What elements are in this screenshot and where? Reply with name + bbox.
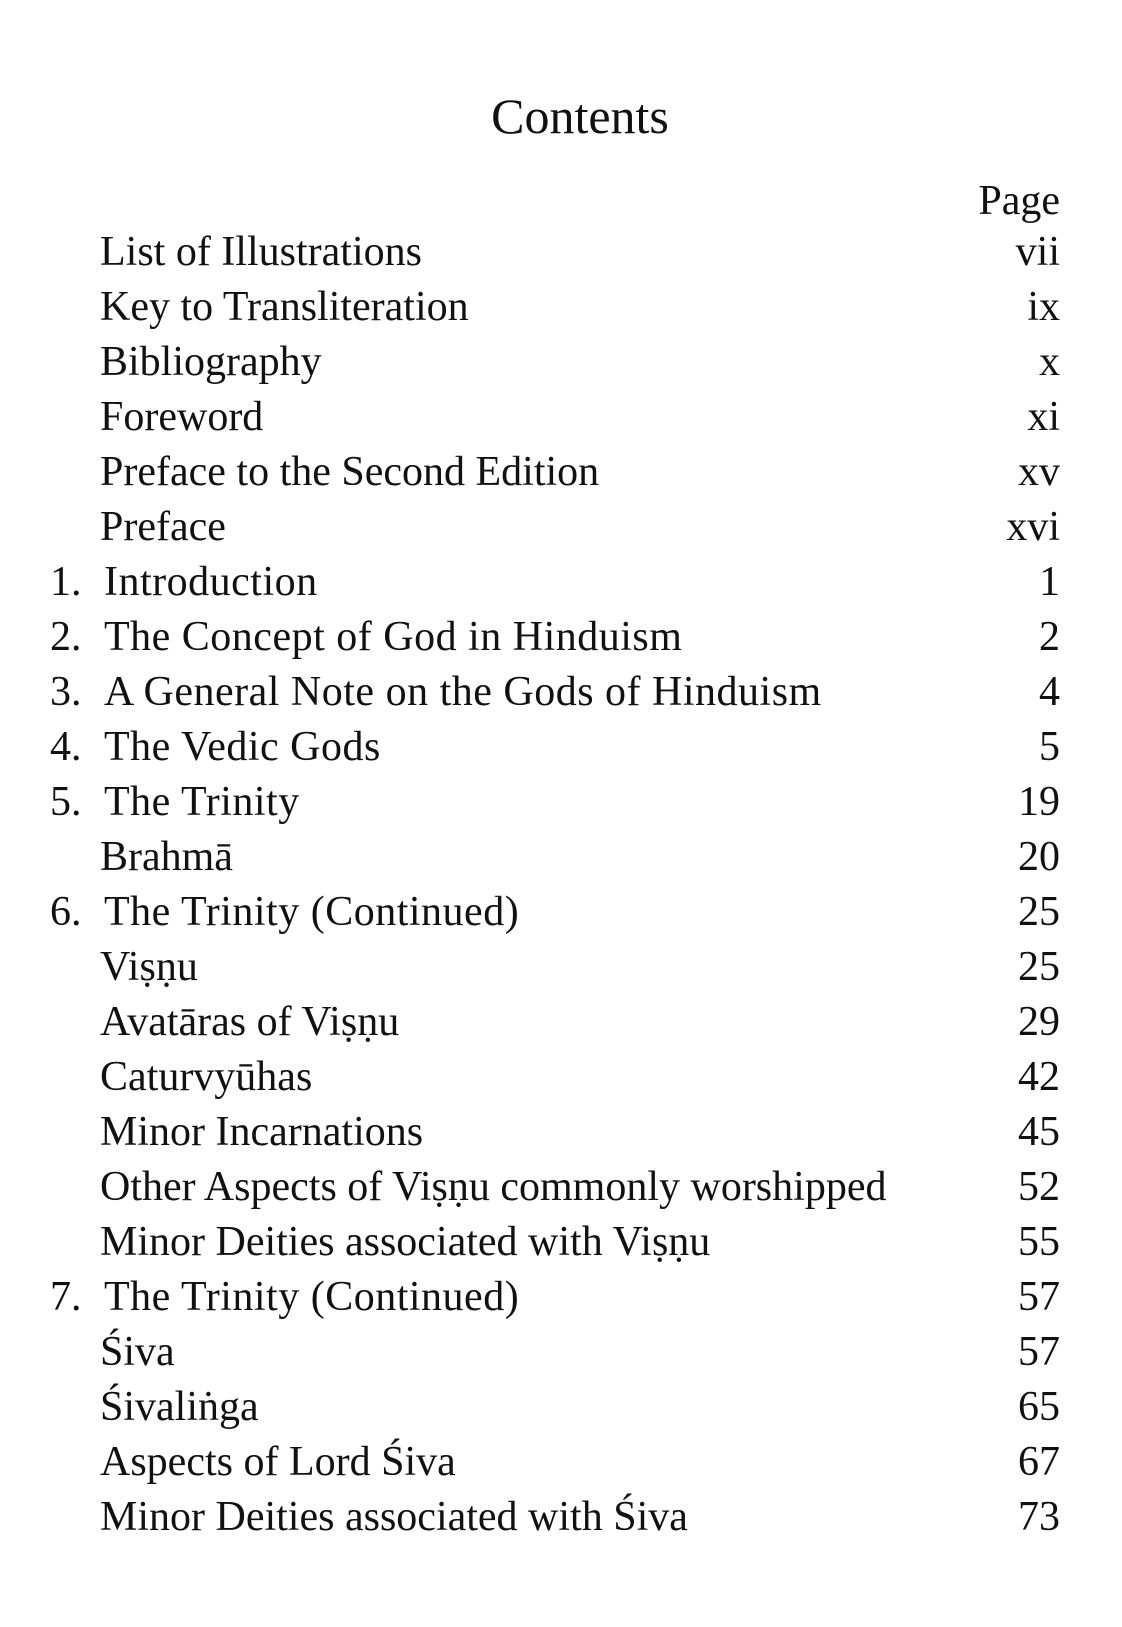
toc-entry-title: The Concept of God in Hinduism — [104, 614, 683, 660]
toc-entry-page-number: 42 — [1018, 1054, 1060, 1100]
toc-section-row — [0, 1107, 1122, 1162]
toc-section-row — [0, 1162, 1122, 1217]
toc-entry-page-number: xv — [1018, 449, 1060, 495]
toc-entry-title: Minor Deities associated with Viṣṇu — [100, 1219, 711, 1265]
toc-entry-page-number: xi — [1027, 394, 1060, 440]
table-of-contents — [0, 227, 1122, 1547]
toc-entry-page-number: ix — [1027, 284, 1060, 330]
toc-entry-page-number: 57 — [1018, 1329, 1060, 1375]
toc-section-row — [0, 1327, 1122, 1382]
toc-section-row — [0, 1382, 1122, 1437]
toc-entry-page-number: 25 — [1018, 944, 1060, 990]
toc-entry-page-number: 25 — [1018, 889, 1060, 935]
toc-entry-title: Śivaliṅga — [100, 1384, 259, 1430]
toc-entry-title: Minor Incarnations — [100, 1109, 424, 1155]
toc-section-row — [0, 1217, 1122, 1272]
toc-entry-page-number: 45 — [1018, 1109, 1060, 1155]
toc-entry-page-number: 2 — [1039, 614, 1060, 660]
toc-entry-page-number: 65 — [1018, 1384, 1060, 1430]
toc-entry-page-number: vii — [1015, 229, 1060, 275]
toc-entry-number: 4. — [50, 724, 82, 770]
toc-entry-title: The Trinity — [104, 779, 300, 825]
toc-entry-title: The Trinity (Continued) — [104, 1274, 520, 1320]
toc-entry-title: Aspects of Lord Śiva — [100, 1439, 456, 1485]
toc-entry-title: Śiva — [100, 1329, 175, 1375]
toc-section-row — [0, 282, 1122, 337]
toc-entry-title: Avatāras of Viṣṇu — [100, 999, 400, 1045]
toc-entry-title: Preface — [100, 504, 226, 550]
toc-entry-page-number: 29 — [1018, 999, 1060, 1045]
toc-entry-number: 2. — [50, 614, 82, 660]
toc-entry-page-number: 57 — [1018, 1274, 1060, 1320]
toc-section-row — [0, 942, 1122, 997]
toc-entry-page-number: 55 — [1018, 1219, 1060, 1265]
toc-chapter-row — [0, 777, 1122, 832]
toc-entry-page-number: xvi — [1006, 504, 1060, 550]
toc-entry-page-number: 4 — [1039, 669, 1060, 715]
toc-entry-number: 5. — [50, 779, 82, 825]
toc-section-row — [0, 1052, 1122, 1107]
toc-entry-number: 6. — [50, 889, 82, 935]
toc-section-row — [0, 1492, 1122, 1547]
toc-entry-page-number: 73 — [1018, 1494, 1060, 1540]
toc-entry-title: Minor Deities associated with Śiva — [100, 1494, 688, 1540]
toc-section-row — [0, 502, 1122, 557]
toc-entry-title: Brahmā — [100, 834, 233, 880]
toc-entry-title: The Vedic Gods — [104, 724, 381, 770]
toc-section-row — [0, 227, 1122, 282]
toc-entry-title: Foreword — [100, 394, 264, 440]
toc-section-row — [0, 1437, 1122, 1492]
toc-entry-page-number: x — [1039, 339, 1060, 385]
toc-entry-page-number: 1 — [1039, 559, 1060, 605]
toc-entry-title: The Trinity (Continued) — [104, 889, 520, 935]
toc-entry-number: 7. — [50, 1274, 82, 1320]
toc-entry-title: Viṣṇu — [100, 944, 198, 990]
toc-entry-title: Bibliography — [100, 339, 322, 385]
toc-entry-title: Preface to the Second Edition — [100, 449, 600, 495]
toc-entry-title: A General Note on the Gods of Hinduism — [104, 669, 822, 715]
toc-entry-page-number: 5 — [1039, 724, 1060, 770]
toc-entry-page-number: 52 — [1018, 1164, 1060, 1210]
page-column-header: Page — [978, 178, 1060, 224]
page-title: Contents — [491, 88, 669, 144]
toc-entry-page-number: 20 — [1018, 834, 1060, 880]
toc-entry-title: List of Illustrations — [100, 229, 422, 275]
toc-section-row — [0, 832, 1122, 887]
toc-chapter-row — [0, 1272, 1122, 1327]
toc-chapter-row — [0, 667, 1122, 722]
toc-chapter-row — [0, 722, 1122, 777]
toc-chapter-row — [0, 612, 1122, 667]
toc-chapter-row — [0, 887, 1122, 942]
toc-entry-title: Key to Transliteration — [100, 284, 469, 330]
toc-section-row — [0, 447, 1122, 502]
toc-entry-number: 3. — [50, 669, 82, 715]
toc-section-row — [0, 392, 1122, 447]
toc-entry-number: 1. — [50, 559, 82, 605]
toc-entry-page-number: 67 — [1018, 1439, 1060, 1485]
toc-entry-page-number: 19 — [1018, 779, 1060, 825]
toc-section-row — [0, 997, 1122, 1052]
toc-entry-title: Introduction — [104, 559, 318, 605]
toc-entry-title: Other Aspects of Viṣṇu commonly worshipped — [100, 1164, 887, 1210]
toc-entry-title: Caturvyūhas — [100, 1054, 313, 1100]
toc-section-row — [0, 337, 1122, 392]
toc-chapter-row — [0, 557, 1122, 612]
